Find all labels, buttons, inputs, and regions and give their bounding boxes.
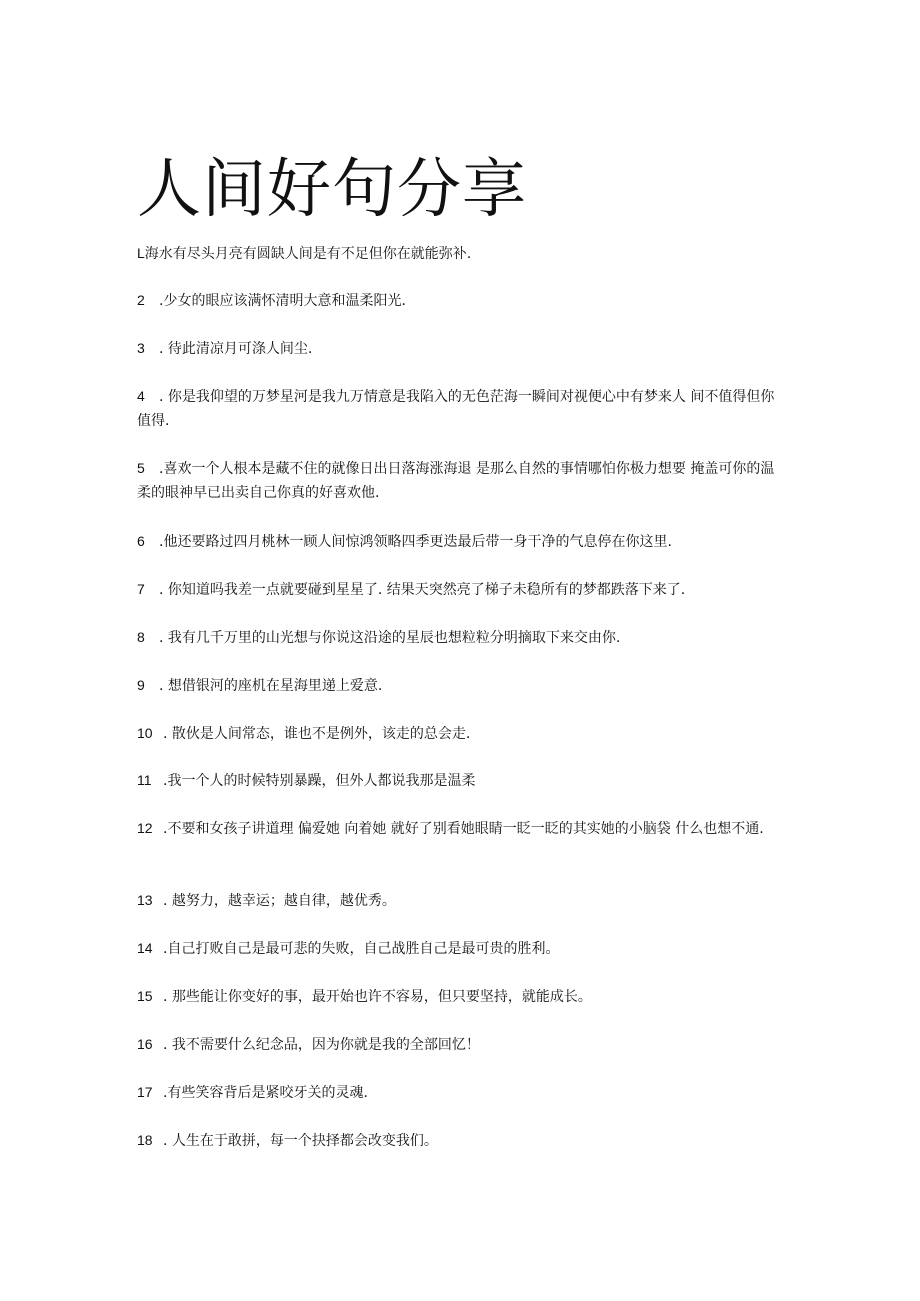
item-text: .不要和女孩子讲道理 偏爱她 向着她 就好了别看她眼睛一眨一眨的其实她的小脑袋 什么也想不通.: [163, 821, 764, 837]
item-number: 13: [137, 892, 153, 908]
item-number: 2: [137, 292, 145, 308]
item-text: . 待此清凉月可涤人间尘.: [159, 341, 313, 357]
list-item: [137, 336, 785, 361]
item-text: . 散伙是人间常态，谁也不是例外，该走的总会走.: [163, 726, 471, 742]
item-text: 海水有尽头月亮有圆缺人间是有不足但你在就能弥补.: [144, 246, 472, 262]
item-number: 9: [137, 677, 145, 693]
list-item: [137, 529, 785, 554]
item-number: 11: [137, 772, 152, 788]
item-text: . 你知道吗我差一点就要碰到星星了. 结果天突然亮了梯子未稳所有的梦都跌落下来了.: [159, 582, 686, 598]
list-item: [137, 984, 785, 1009]
list-item: [137, 721, 785, 746]
list-item: [137, 768, 785, 793]
list-item: [137, 816, 785, 841]
list-item: [137, 888, 785, 913]
list-item: [137, 673, 785, 698]
item-text: . 人生在于敢拼，每一个抉择都会改变我们。: [163, 1133, 438, 1149]
item-number: 3: [137, 340, 145, 356]
item-number: 14: [137, 940, 153, 956]
item-number: 15: [137, 988, 153, 1004]
item-text: .他还要路过四月桃林一顾人间惊鸿领略四季更迭最后带一身干净的气息停在你这里.: [159, 534, 672, 550]
item-number: 12: [137, 820, 153, 836]
item-text: . 那些能让你变好的事，最开始也许不容易，但只要坚持，就能成长。: [163, 989, 592, 1005]
list-item: [137, 456, 785, 505]
item-text: . 我有几千万里的山光想与你说这沿途的星辰也想粒粒分明摘取下来交由你.: [159, 630, 621, 646]
item-text: . 想借银河的座机在星海里递上爱意.: [159, 678, 383, 694]
list-item: [137, 625, 785, 650]
item-text: . 我不需要什么纪念品，因为你就是我的全部回忆！: [163, 1037, 480, 1053]
list-item: [137, 241, 785, 266]
list-item: [137, 384, 785, 433]
item-number: 8: [137, 629, 145, 645]
list-item: [137, 288, 785, 313]
item-number: 18: [137, 1132, 153, 1148]
item-number: 16: [137, 1036, 153, 1052]
item-number: 6: [137, 533, 145, 549]
list-item: [137, 1032, 785, 1057]
list-item: [137, 936, 785, 961]
item-text: . 你是我仰望的万梦星河是我九万情意是我陷入的无色茫海一瞬间对视便心中有梦来人 间不值得但你值得.: [137, 389, 775, 429]
item-number: 4: [137, 388, 145, 404]
item-number: 7: [137, 581, 145, 597]
item-text: .有些笑容背后是紧咬牙关的灵魂.: [163, 1085, 368, 1101]
item-text: .我一个人的时候特别暴躁，但外人都说我那是温柔: [163, 773, 476, 789]
item-number: L: [137, 245, 145, 261]
list-item: [137, 577, 785, 602]
list-item: [137, 1080, 785, 1105]
item-number: 17: [137, 1084, 153, 1100]
list-item: [137, 1128, 785, 1153]
item-text: .自己打败自己是最可悲的失败，自己战胜自己是最可贵的胜利。: [163, 941, 560, 957]
item-text: . 越努力，越幸运；越自律，越优秀。: [163, 893, 396, 909]
item-number: 10: [137, 725, 153, 741]
item-number: 5: [137, 460, 145, 476]
page-title: 人间好句分享: [137, 153, 527, 227]
item-text: .少女的眼应该满怀清明大意和温柔阳光.: [159, 293, 406, 309]
item-text: .喜欢一个人根本是藏不住的就像日出日落海涨海退 是那么自然的事情哪怕你极力想要 掩盖可你的温柔的眼神早已出卖自己你真的好喜欢他.: [137, 461, 775, 501]
